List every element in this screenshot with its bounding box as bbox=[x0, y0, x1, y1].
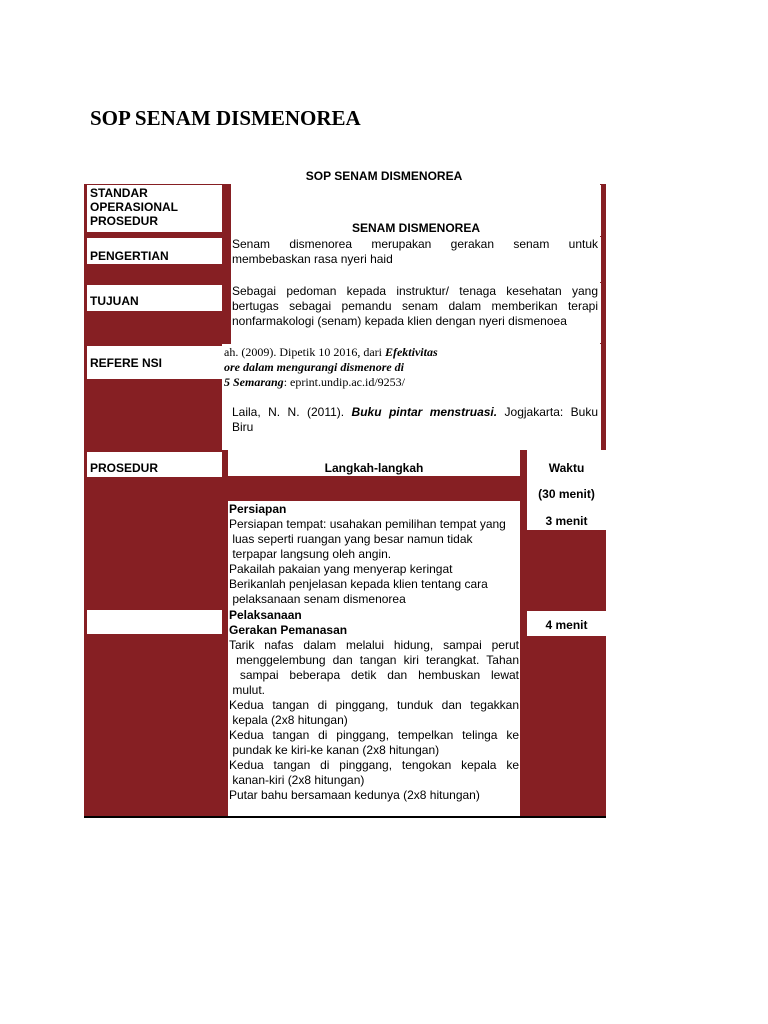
tujuan-content bbox=[232, 284, 598, 329]
reference-2-title: Buku pintar menstruasi. bbox=[351, 405, 498, 419]
persiapan-section bbox=[229, 502, 517, 607]
reference-2 bbox=[232, 405, 598, 435]
pelaksanaan-step-line: Tarik nafas dalam melalui hidung, sampai perut bbox=[229, 638, 519, 652]
pelaksanaan-step-line: kepala (2x8 hitungan) bbox=[229, 713, 348, 727]
tujuan-line: nonfarmakologi (senam) kepada klien dengan nyeri dismenoea bbox=[232, 314, 567, 328]
pelaksanaan-step-line: menggelembung dan tangan kiri terangkat. Tahan bbox=[229, 653, 519, 667]
standar-content: SENAM DISMENOREA bbox=[351, 221, 480, 235]
pelaksanaan-step-line: Kedua tangan di pinggang, tengokan kepala ke bbox=[229, 758, 519, 772]
persiapan-step-line: Pakailah pakaian yang menyerap keringat bbox=[229, 562, 453, 576]
pelaksanaan-title: Pelaksanaan bbox=[229, 608, 302, 622]
reference-1-text: ah. (2009). Dipetik 10 2016, dari bbox=[224, 345, 385, 359]
pelaksanaan-step-line: Kedua tangan di pinggang, tempelkan telinga ke bbox=[229, 728, 519, 742]
pelaksanaan-time: 4 menit bbox=[545, 618, 588, 632]
persiapan-steps bbox=[229, 517, 517, 607]
label-pengertian: PENGERTIAN bbox=[87, 238, 222, 264]
pelaksanaan-step-line: kanan-kiri (2x8 hitungan) bbox=[229, 773, 365, 787]
label-standar-line: STANDAR bbox=[90, 186, 148, 200]
reference-1-title: Efektivitas bbox=[384, 345, 438, 359]
reference-2-author: Laila, N. N. (2011). bbox=[232, 405, 352, 419]
pelaksanaan-section bbox=[229, 608, 519, 803]
reference-2-publisher: Jogjakarta: Buku bbox=[497, 405, 598, 419]
label-standar-line: PROSEDUR bbox=[90, 214, 159, 228]
steps-header: Langkah-langkah bbox=[324, 461, 424, 475]
label-tujuan: TUJUAN bbox=[87, 285, 222, 311]
persiapan-step-line: luas seperti ruangan yang besar namun tidak bbox=[229, 532, 473, 546]
persiapan-step-line: Persiapan tempat: usahakan pemilihan tempat yang bbox=[229, 517, 506, 531]
pelaksanaan-subtitle: Gerakan Pemanasan bbox=[229, 623, 348, 637]
label-blank-pelaksanaan bbox=[87, 610, 222, 634]
persiapan-step-line: Berikanlah penjelasan kepada klien tentang cara bbox=[229, 577, 488, 591]
label-prosedur: PROSEDUR bbox=[87, 452, 222, 477]
label-referensi: REFERE NSI bbox=[87, 346, 222, 379]
pengertian-content bbox=[232, 237, 598, 267]
persiapan-title: Persiapan bbox=[229, 502, 287, 516]
label-standar-line: OPERASIONAL bbox=[90, 200, 179, 214]
pengertian-line: membebaskan rasa nyeri haid bbox=[232, 252, 393, 266]
pelaksanaan-step-line: Putar bahu bersamaan kedunya (2x8 hitungan) bbox=[229, 788, 480, 802]
time-total: (30 menit) bbox=[538, 487, 595, 501]
persiapan-step-line: terpapar langsung oleh angin. bbox=[229, 547, 392, 561]
persiapan-time: 3 menit bbox=[545, 514, 588, 528]
time-header: Waktu bbox=[548, 461, 585, 475]
reference-1 bbox=[224, 345, 598, 393]
pelaksanaan-steps bbox=[229, 638, 519, 803]
persiapan-step-line: pelaksanaan senam dismenorea bbox=[229, 592, 406, 606]
reference-1-source: : eprint.undip.ac.id/9253/ bbox=[283, 375, 405, 389]
table-bottom-border bbox=[84, 816, 606, 818]
pelaksanaan-step-line: pundak ke kiri-ke kanan (2x8 hitungan) bbox=[229, 743, 440, 757]
reference-2-publisher-cont: Biru bbox=[232, 420, 254, 434]
pelaksanaan-step-line: Kedua tangan di pinggang, tunduk dan tegakkan bbox=[229, 698, 519, 712]
tujuan-line: Sebagai pedoman kepada instruktur/ tenaga kesehatan yang bbox=[232, 284, 598, 298]
pelaksanaan-step-line: mulut. bbox=[229, 683, 266, 697]
pelaksanaan-step-line: sampai beberapa detik dan hembuskan lewat bbox=[229, 668, 519, 682]
table-title: SOP SENAM DISMENOREA bbox=[305, 169, 463, 183]
label-standar bbox=[87, 185, 222, 232]
reference-1-title: ore dalam mengurangi dismenore di bbox=[224, 360, 405, 374]
document-title: SOP SENAM DISMENOREA bbox=[90, 106, 361, 130]
pengertian-line: Senam dismenorea merupakan gerakan senam untuk bbox=[232, 237, 598, 251]
reference-1-title: 5 Semarang bbox=[224, 375, 284, 389]
tujuan-line: bertugas sebagai pemandu senam dalam memberikan terapi bbox=[232, 299, 598, 313]
label-column-background bbox=[84, 184, 231, 818]
